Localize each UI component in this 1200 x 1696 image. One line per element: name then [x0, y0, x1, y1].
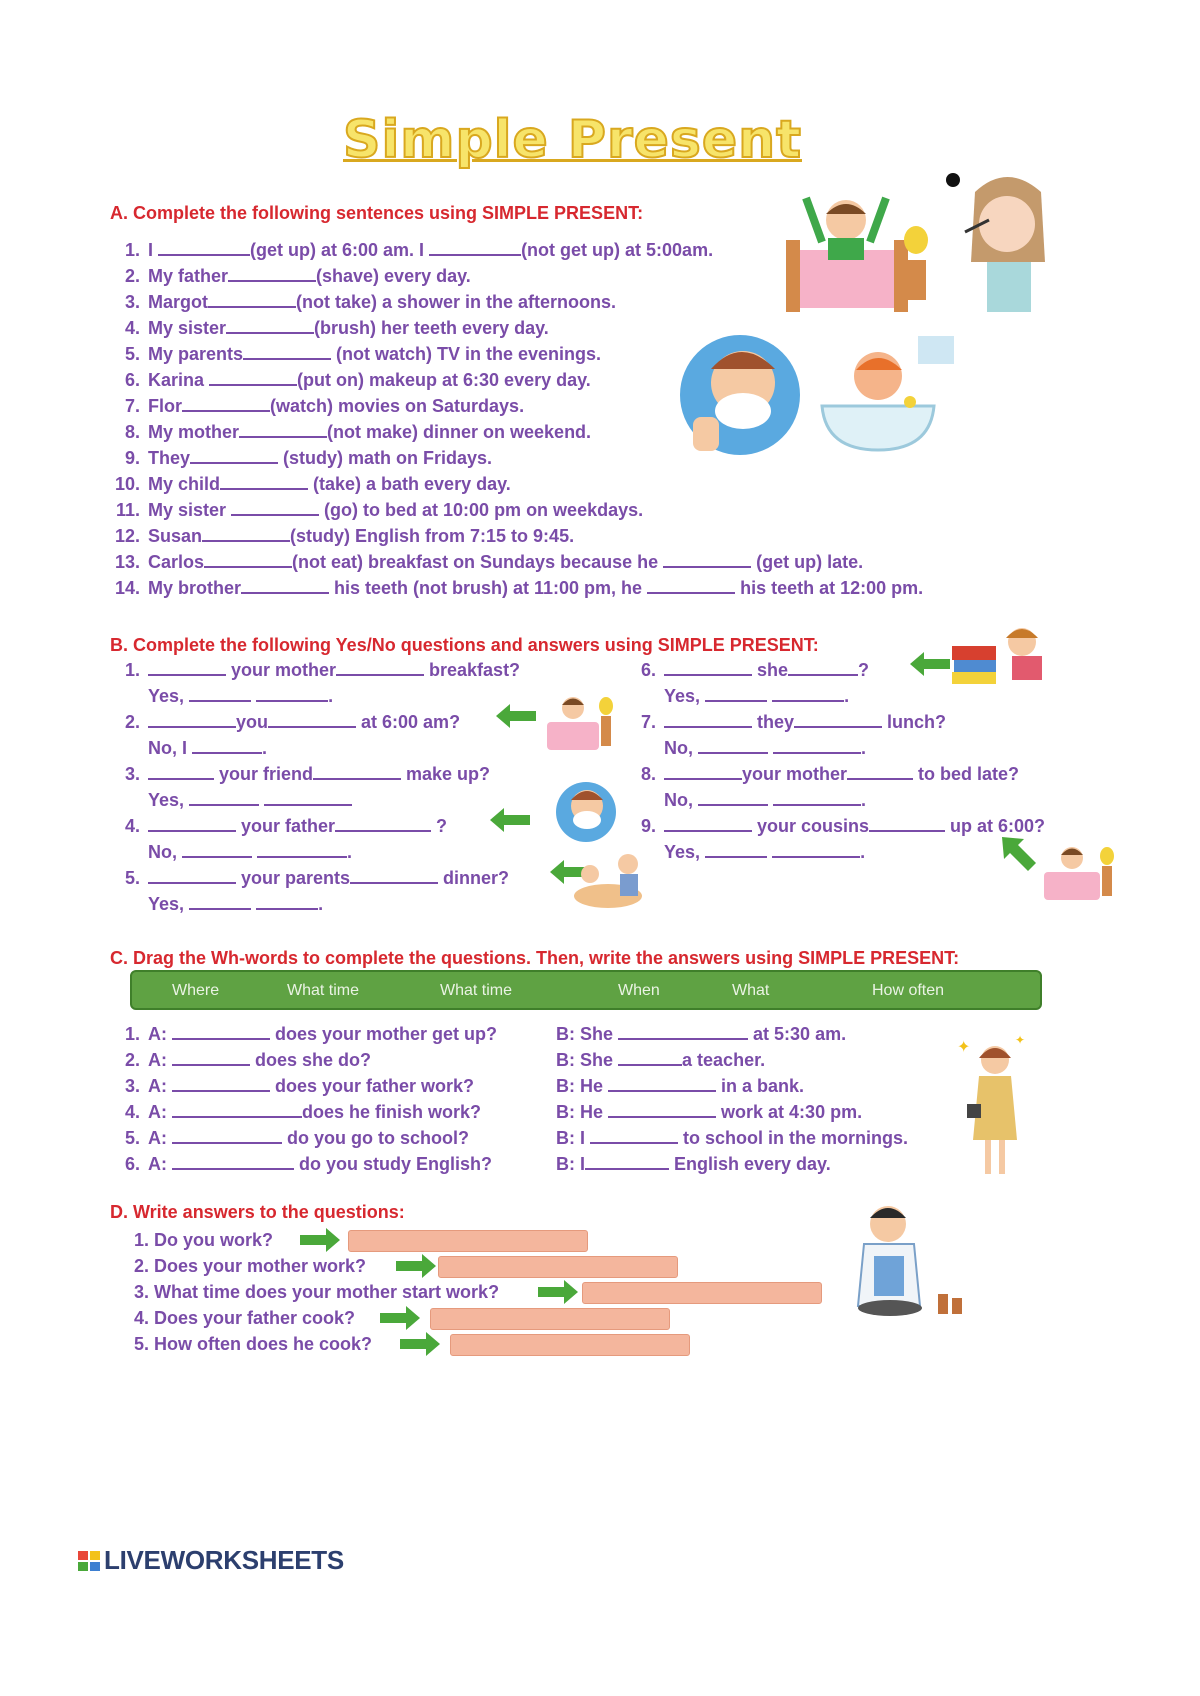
answer-blank[interactable] — [241, 580, 329, 594]
list-item: 1. Do you work? — [134, 1230, 274, 1250]
section-b-heading: B. Complete the following Yes/No questions and answers using SIMPLE PRESENT: — [110, 635, 819, 655]
answer-box[interactable] — [430, 1308, 670, 1330]
answer-blank[interactable] — [182, 398, 270, 412]
right-arrow-icon — [380, 1306, 420, 1330]
answer-blank[interactable] — [313, 766, 401, 780]
section-c-heading: C. Drag the Wh-words to complete the questions. Then, write the answers using SIMPLE PRESENT: — [110, 948, 960, 968]
list-item: 3. What time does your mother start work? — [134, 1282, 500, 1302]
answer-blank[interactable] — [705, 844, 767, 858]
answer-blank[interactable] — [172, 1078, 270, 1092]
answer-blank[interactable] — [204, 554, 292, 568]
wh-word-where[interactable]: Where — [172, 982, 220, 999]
answer-blank[interactable] — [148, 766, 214, 780]
answer-blank[interactable] — [618, 1052, 682, 1066]
answer-blank[interactable] — [148, 714, 236, 728]
answer-blank[interactable] — [231, 502, 319, 516]
right-arrow-icon — [400, 1332, 440, 1356]
answer-blank[interactable] — [647, 580, 735, 594]
list-item: 4. your father ? — [124, 816, 448, 836]
answer-blank[interactable] — [256, 896, 318, 910]
list-item: 8. My mother (not make) dinner on weekend. — [124, 422, 592, 442]
answer-blank[interactable] — [847, 766, 913, 780]
boy-waking-up-illustration — [782, 180, 928, 315]
answer-blank[interactable] — [190, 450, 278, 464]
wh-word-bank — [130, 970, 1042, 1010]
answer-blank[interactable] — [869, 818, 945, 832]
answer-blank[interactable] — [148, 818, 236, 832]
left-arrow-icon — [490, 808, 530, 832]
list-item: 4. Does your father cook? — [134, 1308, 356, 1328]
list-item: 6. Karina (put on) makeup at 6:30 every day. — [124, 370, 591, 390]
answer-blank[interactable] — [350, 870, 438, 884]
answer-blank[interactable] — [698, 740, 768, 754]
answer-blank[interactable] — [336, 662, 424, 676]
wh-word-what-time[interactable]: What time — [440, 982, 513, 999]
list-item: No, . — [664, 790, 867, 810]
section-d-heading: D. Write answers to the questions: — [110, 1202, 405, 1222]
list-item: B: She a teacher. — [556, 1050, 766, 1070]
answer-blank[interactable] — [189, 896, 251, 910]
answer-blank[interactable] — [148, 662, 226, 676]
answer-blank[interactable] — [172, 1026, 270, 1040]
list-item: B: He work at 4:30 pm. — [556, 1102, 863, 1122]
answer-blank[interactable] — [705, 688, 767, 702]
woman-makeup-illustration — [945, 162, 1055, 312]
answer-blank[interactable] — [239, 424, 327, 438]
answer-blank[interactable] — [698, 792, 768, 806]
man-cooking-illustration — [830, 1196, 970, 1336]
answer-blank[interactable] — [264, 792, 352, 806]
answer-blank[interactable] — [664, 818, 752, 832]
list-item: B: He in a bank. — [556, 1076, 805, 1096]
answer-blank[interactable] — [773, 792, 861, 806]
list-item: 5. How often does he cook? — [134, 1334, 373, 1354]
answer-blank[interactable] — [590, 1130, 678, 1144]
answer-blank[interactable] — [664, 766, 742, 780]
answer-blank[interactable] — [608, 1104, 716, 1118]
answer-blank[interactable] — [664, 662, 752, 676]
list-item: 5. your parents dinner? — [124, 868, 510, 888]
list-item: 6. she ? — [640, 660, 870, 680]
answer-blank[interactable] — [220, 476, 308, 490]
answer-blank[interactable] — [268, 714, 356, 728]
worksheet-title: Simple Present — [343, 110, 802, 170]
list-item: 9. They (study) math on Fridays. — [124, 448, 493, 468]
list-item: 4. My sister (brush) her teeth every day. — [124, 318, 549, 338]
answer-blank[interactable] — [335, 818, 431, 832]
logo-text: LIVEWORKSHEETS — [104, 1545, 344, 1575]
right-arrow-icon — [300, 1228, 340, 1252]
answer-blank[interactable] — [608, 1078, 716, 1092]
list-item: B: I English every day. — [556, 1154, 831, 1174]
wh-word-what[interactable]: What — [732, 982, 770, 999]
man-shaving-illustration — [553, 778, 619, 844]
answer-blank[interactable] — [158, 242, 250, 256]
list-item: 11. My sister (go) to bed at 10:00 pm on weekdays. — [115, 500, 644, 520]
answer-blank[interactable] — [794, 714, 882, 728]
baby-bath-illustration — [818, 332, 958, 467]
answer-box[interactable] — [582, 1282, 822, 1304]
answer-box[interactable] — [348, 1230, 588, 1252]
list-item: 6. A: do you study English? — [124, 1154, 493, 1174]
svg-text:✦: ✦ — [957, 1039, 971, 1056]
list-item: 1. your mother breakfast? — [124, 660, 521, 680]
answer-blank[interactable] — [226, 320, 314, 334]
answer-blank[interactable] — [618, 1026, 748, 1040]
list-item: 4. A: does he finish work? — [124, 1102, 482, 1122]
list-item: 8. your mother to bed late? — [640, 764, 1020, 784]
list-item: Yes, — [148, 788, 352, 812]
section-a-heading: A. Complete the following sentences using SIMPLE PRESENT: — [110, 203, 644, 223]
answer-box[interactable] — [450, 1334, 690, 1356]
answer-blank[interactable] — [189, 688, 251, 702]
answer-blank[interactable] — [664, 714, 752, 728]
answer-blank[interactable] — [772, 688, 844, 702]
answer-blank[interactable] — [243, 346, 331, 360]
answer-blank[interactable] — [256, 688, 328, 702]
up-left-arrow-icon — [1000, 835, 1038, 873]
answer-blank[interactable] — [208, 294, 296, 308]
list-item: No, I . — [148, 738, 268, 758]
answer-blank[interactable] — [209, 372, 297, 386]
man-shaving-illustration — [675, 325, 805, 465]
left-arrow-icon — [496, 704, 536, 728]
list-item: 2. My father (shave) every day. — [124, 266, 471, 286]
answer-blank[interactable] — [192, 740, 262, 754]
woman-teacher-illustration — [955, 1030, 1035, 1180]
answer-blank[interactable] — [172, 1130, 282, 1144]
answer-blank[interactable] — [172, 1104, 302, 1118]
right-arrow-icon — [396, 1254, 436, 1278]
wh-word-how-often[interactable]: How often — [872, 982, 945, 999]
list-item: 9. your cousins up at 6:00? — [640, 816, 1046, 836]
left-arrow-icon — [910, 652, 950, 676]
list-item: 13. Carlos (not eat) breakfast on Sundays because he (get up) late. — [114, 552, 864, 572]
answer-blank[interactable] — [773, 740, 861, 754]
list-item: 7. they lunch? — [640, 712, 947, 732]
answer-blank[interactable] — [228, 268, 316, 282]
answer-blank[interactable] — [772, 844, 860, 858]
list-item: 5. A: do you go to school? — [124, 1128, 469, 1148]
wh-word-when[interactable]: When — [618, 982, 660, 999]
boy-waking-up-illustration — [543, 686, 615, 752]
list-item: 2. you at 6:00 am? — [124, 712, 461, 732]
list-item: 10. My child (take) a bath every day. — [114, 474, 511, 494]
list-item: 7. Flor (watch) movies on Saturdays. — [124, 396, 525, 416]
list-item: 12. Susan (study) English from 7:15 to 9:45. — [114, 526, 575, 546]
list-item: Yes, . — [148, 894, 324, 914]
answer-blank[interactable] — [788, 662, 858, 676]
list-item: 3. A: does your father work? — [124, 1076, 475, 1096]
list-item: 3. your friend make up? — [124, 764, 491, 784]
answer-box[interactable] — [438, 1256, 678, 1278]
list-item: 3. Margot (not take) a shower in the afternoons. — [124, 292, 617, 312]
answer-blank[interactable] — [148, 870, 236, 884]
list-item: No, . — [664, 738, 867, 758]
answer-blank[interactable] — [257, 844, 347, 858]
list-item: 14. My brother his teeth (not brush) at 11:00 pm, he his teeth at 12:00 pm. — [114, 578, 924, 598]
logo-mark-icon — [78, 1551, 100, 1571]
answer-blank[interactable] — [172, 1156, 294, 1170]
list-item: Yes, . — [148, 686, 334, 706]
list-item: 2. Does your mother work? — [134, 1256, 367, 1276]
girl-reading-illustration — [950, 622, 1060, 694]
answer-blank[interactable] — [585, 1156, 669, 1170]
list-item: B: She at 5:30 am. — [556, 1024, 847, 1044]
family-dinner-illustration — [570, 846, 650, 912]
list-item: 1. A: does your mother get up? — [124, 1024, 498, 1044]
liveworksheets-logo — [78, 1545, 344, 1576]
list-item: No, . — [148, 842, 353, 862]
svg-text:✦: ✦ — [1015, 1033, 1026, 1047]
list-item: 1. I (get up) at 6:00 am. I (not get up) at 5:00am. — [124, 240, 714, 260]
list-item: 2. A: does she do? — [124, 1050, 372, 1070]
answer-blank[interactable] — [182, 844, 252, 858]
answer-blank[interactable] — [663, 554, 751, 568]
answer-blank[interactable] — [172, 1052, 250, 1066]
answer-blank[interactable] — [429, 242, 521, 256]
list-item: Yes, . — [664, 686, 850, 706]
wh-word-what-time[interactable]: What time — [287, 982, 360, 999]
list-item: B: I to school in the mornings. — [556, 1128, 909, 1148]
answer-blank[interactable] — [202, 528, 290, 542]
list-item: 5. My parents (not watch) TV in the evenings. — [124, 344, 602, 364]
right-arrow-icon — [538, 1280, 578, 1304]
list-item: Yes, . — [664, 842, 866, 862]
answer-blank[interactable] — [189, 792, 259, 806]
boy-waking-up-illustration — [1040, 836, 1120, 906]
